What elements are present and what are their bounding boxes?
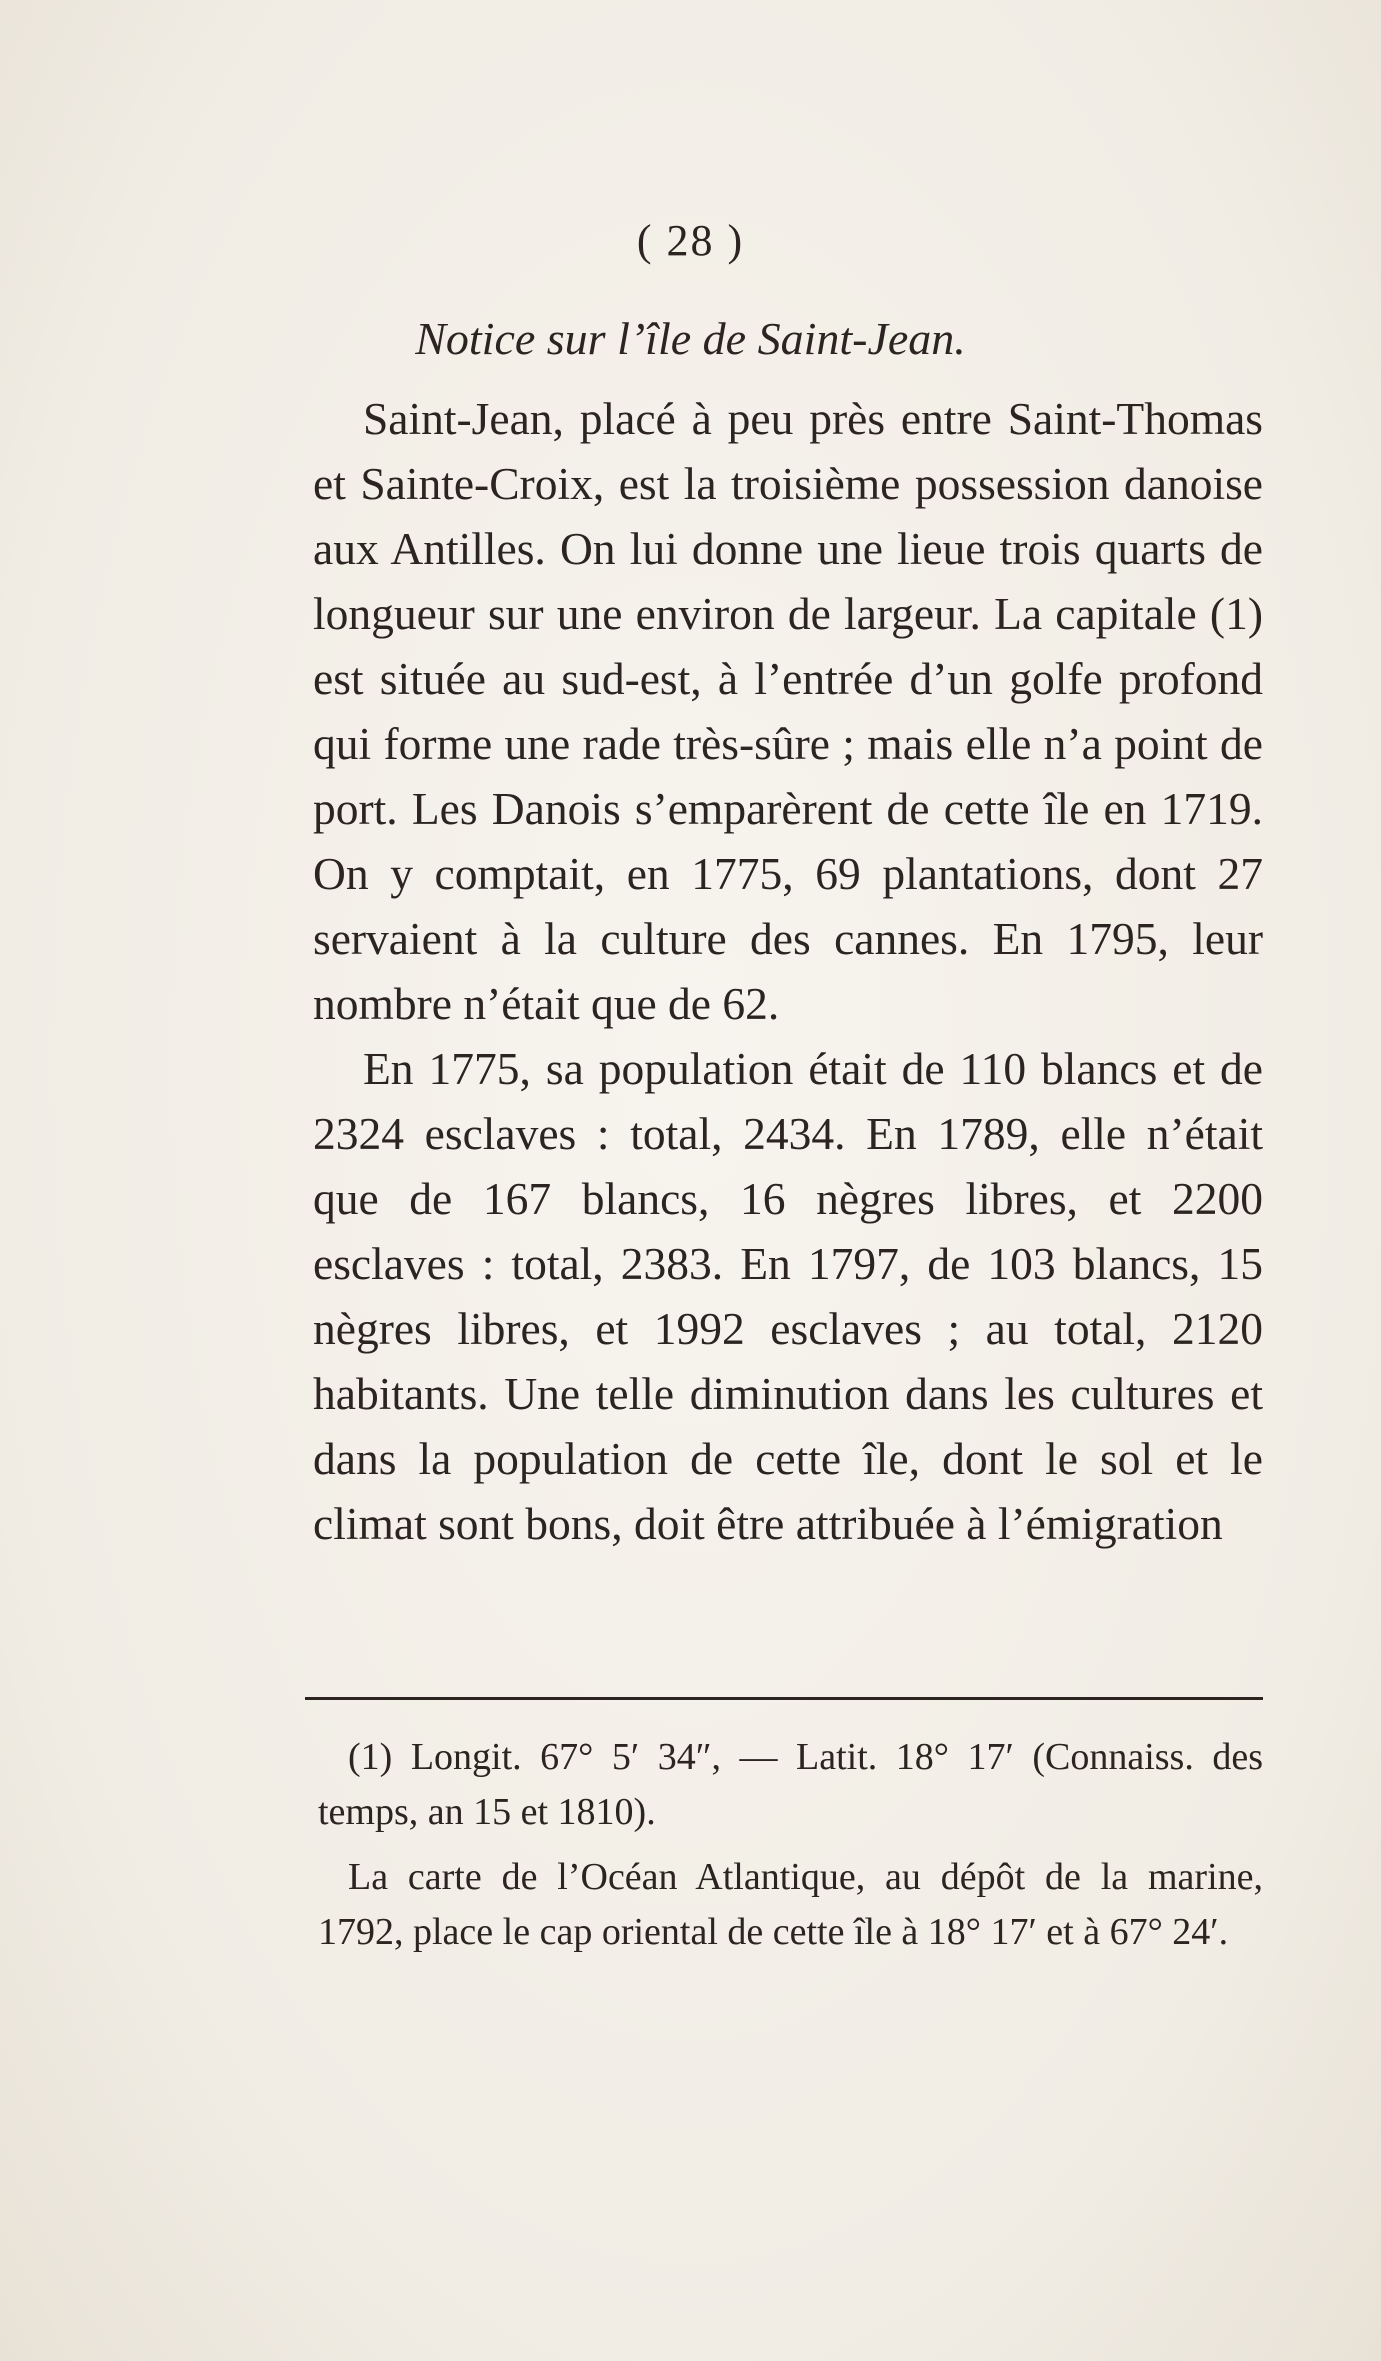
footnotes — [318, 1730, 1263, 1960]
footnote-divider — [305, 1697, 1263, 1700]
paragraph: Saint-Jean, placé à peu près entre Saint-Thomas et Sainte-Croix, est la troisième possession danoise aux Antilles. On lui donne une lieue trois quarts de longueur sur une environ de largeur. La capitale (1) est située au sud-est, à l’entrée d’un golfe profond qui forme une rade très-sûre ; mais elle n’a point de port. Les Danois s’emparèrent de cette île en 1719. On y comptait, en 1775, 69 plantations, dont 27 servaient à la culture des cannes. En 1795, leur nombre n’était que de 62. — [313, 393, 1263, 1029]
footnote: (1) Longit. 67° 5′ 34″, — Latit. 18° 17′ (Connaiss. des temps, an 15 et 1810). — [318, 1736, 1263, 1833]
page-number: ( 28 ) — [636, 216, 745, 265]
paragraph: En 1775, sa population était de 110 blancs et de 2324 esclaves : total, 2434. En 1789, elle n’était que de 167 blancs, 16 nègres libres, et 2200 esclaves : total, 2383. En 1797, de 103 blancs, 15 nègres libres, et 1992 esclaves ; au total, 2120 habitants. Une telle diminution dans les cultures et dans la population de cette île, dont le sol et le climat sont bons, doit être attribuée à l’émigration — [313, 1043, 1263, 1549]
main-text — [313, 386, 1263, 1556]
footnote: La carte de l’Océan Atlantique, au dépôt de la marine, 1792, place le cap oriental de cette île à 18° 17′ et à 67° 24′. — [318, 1856, 1263, 1953]
section-heading: Notice sur l’île de Saint-Jean. — [415, 313, 966, 364]
